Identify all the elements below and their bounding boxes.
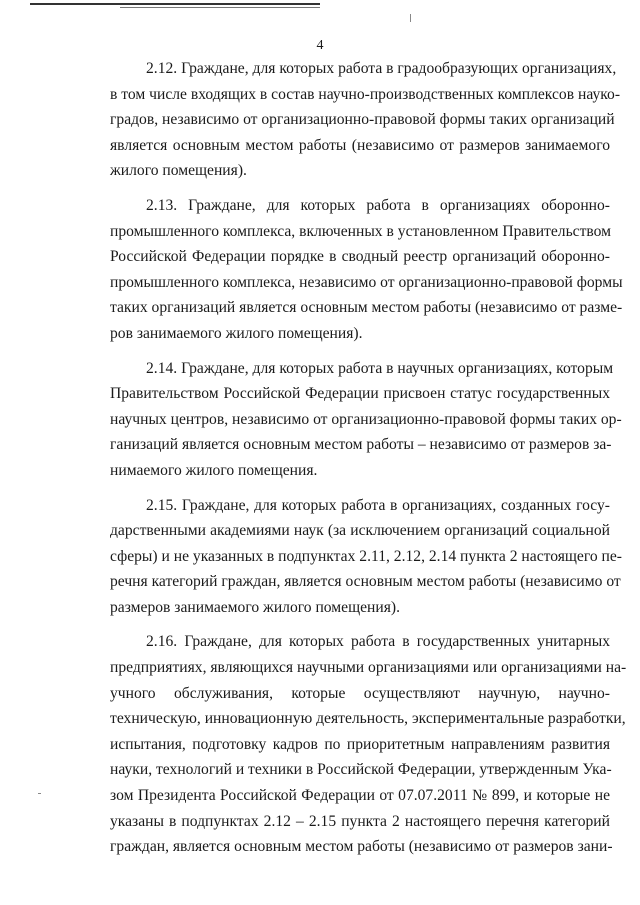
paragraph-2-12 (110, 56, 621, 184)
text-line: 2.15. Граждане, для которых работа в организациях, созданных госу- (146, 496, 610, 514)
text-line: ганизаций является основным местом работы – независимо от размеров за- (110, 436, 612, 454)
text-line: 2.12. Граждане, для которых работа в градообразующих организациях, (146, 60, 617, 77)
scan-mark-right (410, 14, 411, 22)
text-line: 2.16. Граждане, для которых работа в государственных унитарных (146, 633, 610, 651)
text-line: в том числе входящих в состав научно-производственных комплексов науко- (110, 85, 621, 103)
text-line: Российской Федерации порядке в сводный реестр организаций оборонно- (110, 248, 610, 266)
text-line: граждан, является основным местом работы (независимо от размеров зани- (110, 838, 613, 856)
text-line: зом Президента Российской Федерации от 07.07.2011 № 899, и которые не (110, 787, 610, 805)
text-line: жилого помещения). (110, 162, 247, 180)
document-body (110, 56, 627, 860)
paragraph-2-15 (110, 493, 622, 621)
paragraph-2-14 (110, 356, 622, 484)
text-line: речня категорий граждан, является основным местом работы (независимо от (110, 573, 621, 591)
text-line: испытания, подготовку кадров по приоритетным направлениям развития (110, 735, 610, 753)
text-line: нимаемого жилого помещения. (110, 461, 318, 479)
scan-mark-left (38, 793, 41, 794)
text-line: научных центров, независимо от организационно-правовой формы таких ор- (110, 410, 622, 428)
text-line: Правительством Российской Федерации присвоен статус государственных (110, 385, 610, 403)
text-line: промышленного комплекса, включенных в установленном Правительством (110, 222, 612, 240)
text-line: техническую, инновационную деятельность, экспериментальные разработки, (110, 710, 626, 728)
text-line: является основным местом работы (независимо от размеров занимаемого (110, 136, 610, 154)
text-line: науки, технологий и техники в Российской Федерации, утвержденным Ука- (110, 761, 612, 779)
paragraph-2-16 (110, 629, 627, 859)
text-line: 2.14. Граждане, для которых работа в научных организациях, которым (146, 359, 614, 377)
text-line: дарственными академиями наук (за исключением организаций социальной (110, 522, 610, 540)
text-line: таких организаций является основным местом работы (независимо от разме- (110, 299, 623, 317)
text-line: сферы) и не указанных в подпунктах 2.11, 2.12, 2.14 пункта 2 настоящего пе- (110, 547, 622, 565)
text-line: размеров занимаемого жилого помещения). (110, 598, 400, 616)
text-line: предприятиях, являющихся научными организациями или организациями на- (110, 659, 627, 677)
text-line: 2.13. Граждане, для которых работа в организациях оборонно- (146, 196, 610, 214)
page-number: 4 (316, 38, 324, 53)
scan-top-rule (30, 3, 320, 5)
text-line: учного обслуживания, которые осуществляют научную, научно- (110, 684, 610, 702)
text-line: промышленного комплекса, независимо от организационно-правовой формы (110, 273, 623, 291)
scan-top-rule-thin (120, 7, 320, 8)
paragraph-2-13 (110, 193, 623, 347)
text-line: градов, независимо от организационно-правовой формы таких организаций (110, 111, 615, 129)
text-line: ров занимаемого жилого помещения). (110, 324, 363, 342)
text-line: указаны в подпунктах 2.12 – 2.15 пункта 2 настоящего перечня категорий (110, 812, 610, 830)
